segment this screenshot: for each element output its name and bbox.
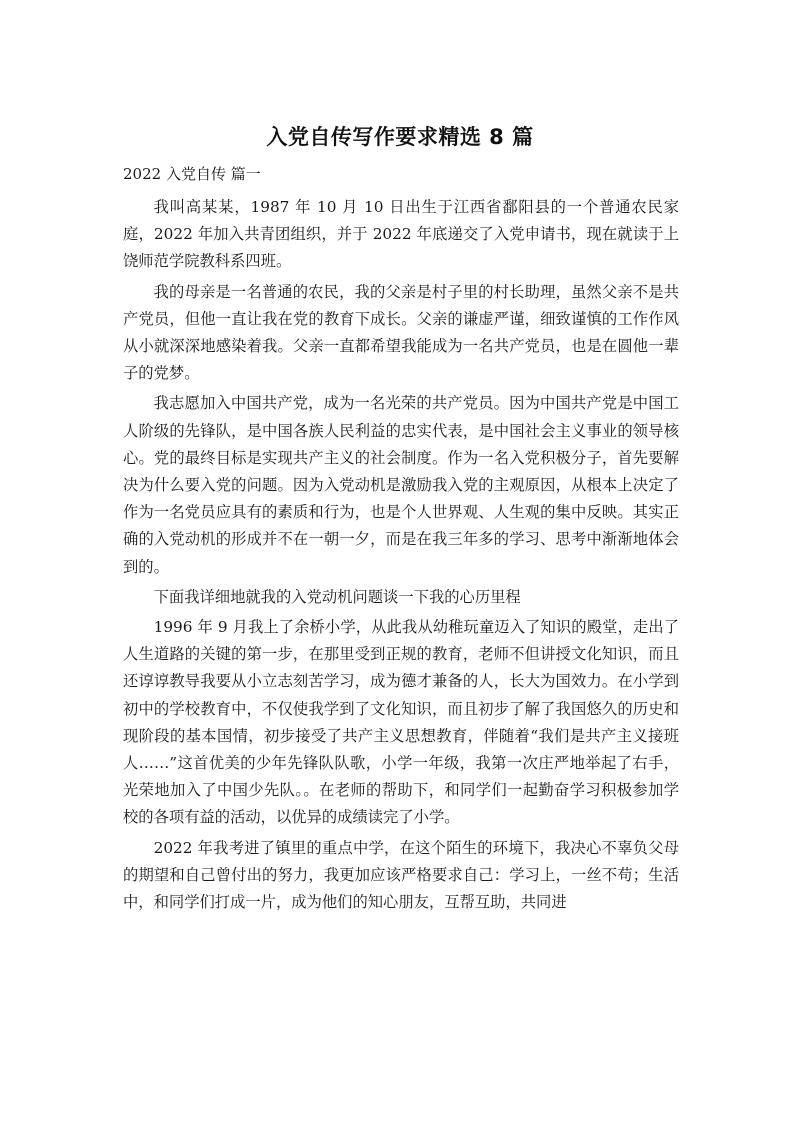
paragraph: 1996 年 9 月我上了余桥小学，从此我从幼稚玩童迈入了知识的殿堂，走出了人生道路的关键的第一步，在那里受到正规的教育，老师不但讲授文化知识，而且还谆谆教导我要从小立志刻苦学习，成为德才兼备的人，长大为国效力。在小学到初中的学校教育中，不仅使我学到了文化知识，而且初步了解了我国悠久的历史和现阶段的基本国情，初步接受了共产主义思想教育，伴随着“我们是共产主义接班人……”这首优美的少年先锋队队歌，小学一年级，我第一次庄严地举起了右手，光荣地加入了中国少先队。。在老师的帮助下，和同学们一起勤奋学习积极参加学校的各项有益的活动，以优异的成绩读完了小学。 [123, 618, 679, 827]
paragraph: 我的母亲是一名普通的农民，我的父亲是村子里的村长助理，虽然父亲不是共产党员，但他一直让我在党的教育下成长。父亲的谦虚严谨，细致谨慎的工作作风从小就深深地感染着我。父亲一直都希望我能成为一名共产党员，也是在圆他一辈子的党梦。 [123, 282, 679, 383]
paragraph: 下面我详细地就我的入党动机问题谈一下我的心历里程 [153, 587, 521, 606]
paragraph: 我叫高某某，1987 年 10 月 10 日出生于江西省鄱阳县的一个普通农民家庭，2022 年加入共青团组织，并于 2022 年底递交了入党申请书，现在就读于上饶师范学院教科系四班。 [123, 198, 679, 271]
document-title: 入党自传写作要求精选 8 篇 [266, 125, 534, 149]
paragraph: 我志愿加入中国共产党，成为一名光荣的共产党员。因为中国共产党是中国工人阶级的先锋队，是中国各族人民利益的忠实代表，是中国社会主义事业的领导核心。党的最终目标是实现共产主义的社会制度。作为一名入党积极分子，首先要解决为什么要入党的问题。因为入党动机是激励我入党的主观原因，从根本上决定了作为一名党员应具有的素质和行为，也是个人世界观、人生观的集中反映。其实正确的入党动机的形成并不在一朝一夕，而是在我三年多的学习、思考中渐渐地体会到的。 [123, 394, 679, 576]
section-heading: 2022 入党自传 篇一 [123, 165, 261, 183]
document-body [123, 194, 679, 919]
paragraph: 2022 年我考进了镇里的重点中学，在这个陌生的环境下，我决心不辜负父母的期望和自己曾付出的努力，我更加应该严格要求自己：学习上，一丝不苟；生活中，和同学们打成一片，成为他们的知心朋友，互帮互助，共同进 [123, 838, 679, 912]
